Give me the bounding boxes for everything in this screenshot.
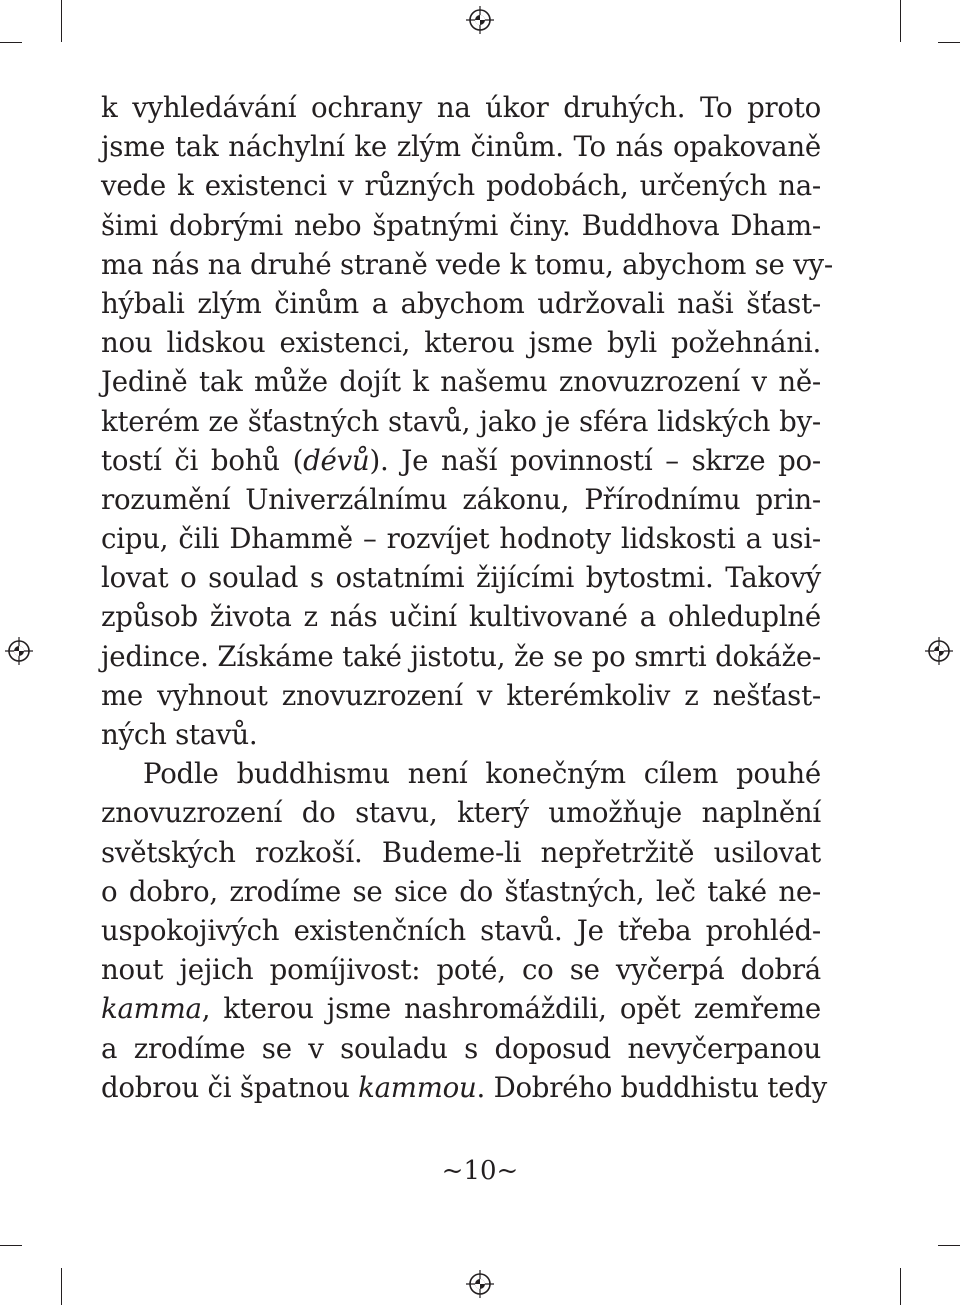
crop-mark-bottom-left	[61, 1268, 62, 1305]
text-line	[101, 245, 833, 284]
paragraph-first-line	[101, 754, 821, 793]
text-line	[101, 323, 821, 362]
text-segment: dobrou či špatnou	[101, 1070, 359, 1104]
registration-mark-top-icon	[466, 6, 494, 34]
text-line	[101, 715, 821, 754]
text-segment: ma nás na druhé straně vede k tomu, abychom se vy-	[101, 247, 833, 281]
text-segment: lovat o soulad s ostatními žijícími bytostmi. Takový	[101, 561, 821, 595]
text-segment: cipu, čili Dhammě – rozvíjet hodnoty lidskosti a usi-	[101, 522, 821, 556]
text-segment: k vyhledávání ochrany na úkor druhých. To proto	[101, 91, 821, 124]
text-line	[101, 362, 821, 401]
text-segment: hýbali zlým činům a abychom udržovali naši šťast-	[101, 286, 821, 320]
text-line	[101, 950, 821, 989]
text-line	[101, 833, 821, 872]
text-segment: jsme tak náchylní ke zlým činům. To nás opakovaně	[101, 130, 821, 164]
text-segment: šimi dobrými nebo špatnými činy. Buddhova Dham-	[101, 208, 821, 242]
text-line	[101, 480, 821, 519]
crop-mark-top-left-h	[0, 42, 22, 43]
text-segment: rozumění Univerzálnímu zákonu, Přírodnímu prin-	[101, 482, 821, 516]
registration-mark-bottom-icon	[466, 1270, 494, 1298]
text-segment: uspokojivých existenčních stavů. Je třeba prohléd-	[101, 913, 821, 947]
text-segment: o dobro, zrodíme se sice do šťastných, leč také ne-	[101, 874, 821, 908]
text-line	[101, 441, 821, 480]
text-line	[101, 1029, 821, 1068]
crop-mark-top-right	[900, 0, 901, 42]
crop-mark-bottom-right-h	[938, 1245, 960, 1246]
text-segment: způsob života z nás učiní kultivované a ohleduplné	[101, 600, 821, 634]
text-segment: světských rozkoší. Budeme-li nepřetržitě usilovat	[101, 835, 821, 869]
crop-mark-bottom-right	[900, 1268, 901, 1305]
text-segment: nou lidskou existenci, kterou jsme byli požehnáni.	[101, 326, 821, 360]
text-line	[101, 519, 821, 558]
crop-mark-top-left	[61, 0, 62, 42]
text-segment: me vyhnout znovuzrození v kterémkoliv z nešťast-	[101, 678, 821, 712]
registration-mark-left-icon	[5, 637, 33, 665]
text-segment: jedince. Získáme také jistotu, že se po smrti dokáže-	[101, 639, 821, 673]
text-segment: Podle buddhismu není konečným cílem pouhé	[143, 757, 821, 791]
page-number: ~10~	[441, 1156, 519, 1186]
text-line	[101, 872, 821, 911]
text-segment: Jedině tak může dojít k našemu znovuzrození v ně-	[101, 365, 821, 399]
italic-term: dévů	[303, 443, 370, 477]
text-segment: a zrodíme se v souladu s doposud nevyčerpanou	[101, 1031, 821, 1065]
text-line	[101, 911, 821, 950]
text-line	[101, 206, 821, 245]
text-line	[101, 637, 821, 676]
italic-term: kammou	[358, 1070, 477, 1104]
text-segment: vede k existenci v různých podobách, určených na-	[101, 169, 821, 203]
text-segment: ných stavů.	[101, 718, 258, 751]
text-line	[101, 676, 821, 715]
crop-mark-top-right-h	[938, 42, 960, 43]
text-segment: , kterou jsme nashromáždili, opět zemřeme	[201, 992, 821, 1026]
text-segment: nout jejich pomíjivost: poté, co se vyčerpá dobrá	[101, 953, 821, 987]
text-segment: . Dobrého buddhistu tedy	[476, 1070, 827, 1104]
text-line	[101, 402, 821, 441]
body-text	[101, 88, 833, 1107]
text-line	[101, 1068, 827, 1107]
text-line	[101, 127, 821, 166]
italic-term: kamma	[101, 992, 202, 1026]
registration-mark-right-icon	[925, 637, 953, 665]
text-segment: znovuzrození do stavu, který umožňuje naplnění	[101, 796, 821, 830]
text-line	[101, 88, 821, 127]
text-line	[101, 558, 821, 597]
crop-mark-bottom-left-h	[0, 1245, 22, 1246]
text-line	[101, 989, 821, 1028]
text-line	[101, 793, 821, 832]
text-segment: tostí či bohů (	[101, 443, 304, 477]
text-segment: ). Je naší povinností – skrze po-	[369, 443, 821, 477]
text-line	[101, 597, 821, 636]
text-line	[101, 284, 821, 323]
text-line	[101, 166, 821, 205]
text-segment: kterém ze šťastných stavů, jako je sféra lidských by-	[101, 404, 821, 438]
